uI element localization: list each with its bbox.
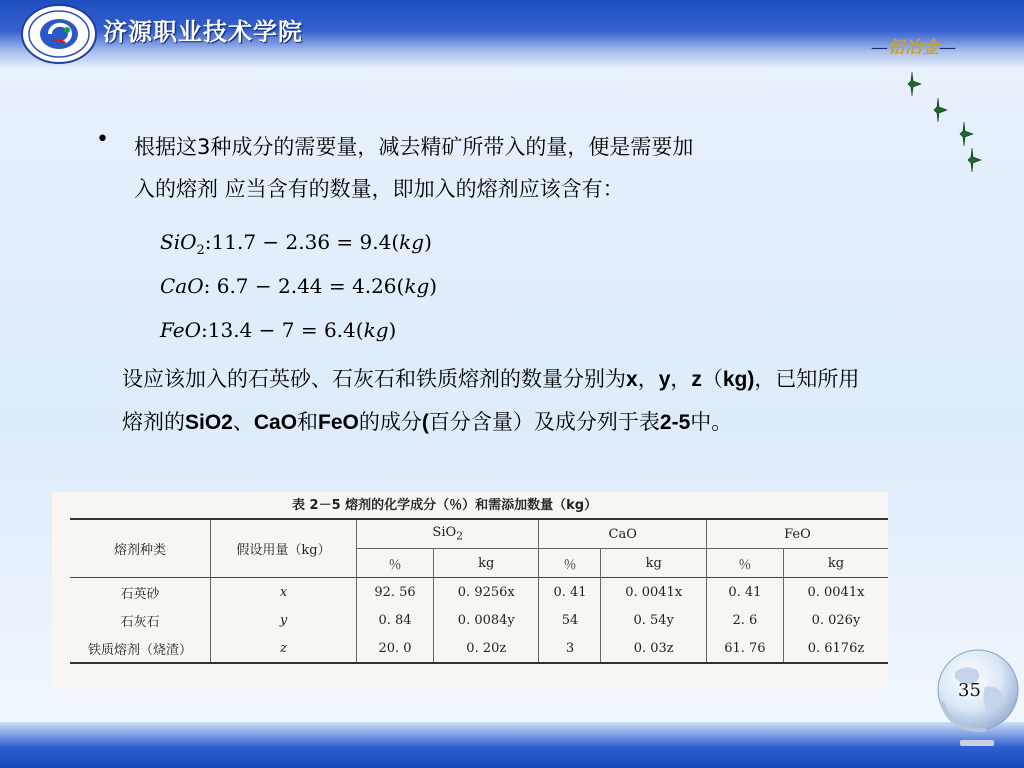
table-row: [70, 578, 888, 607]
header-flux-type: 熔剂种类: [70, 519, 211, 578]
explanation-paragraph: [122, 358, 862, 444]
para-bold: 2-5: [659, 411, 691, 434]
bullet-paragraph: [134, 126, 904, 210]
page-number: 35: [958, 680, 981, 701]
para-bold: kg): [722, 368, 755, 391]
formula-subscript: 2: [196, 243, 205, 258]
formula-close: ): [424, 230, 432, 254]
para-bold: x: [626, 368, 638, 391]
para-bold: FeO: [318, 411, 359, 434]
formula-expression: :13.4 − 7 = 6.4(: [201, 318, 364, 342]
header-assumed-amount: 假设用量（kg）: [211, 519, 357, 578]
para-text: 、: [232, 410, 254, 434]
para-text: （: [701, 367, 723, 391]
formula-block: [160, 222, 437, 354]
cell-feo-kg: 0. 026y: [811, 612, 861, 628]
formula-unit: kg: [404, 274, 430, 298]
formula-compound: CaO: [160, 274, 204, 298]
cell-cao-kg: 0. 03z: [601, 634, 706, 663]
sub-header-kg: kg: [601, 549, 706, 578]
header-cao: CaO: [539, 519, 706, 549]
header-feo: FeO: [706, 519, 888, 549]
para-text: 百分含量）及成分列于表: [428, 410, 660, 434]
cell-sio2-pct: 20. 0: [357, 634, 434, 663]
sparkle-stars-icon: [888, 70, 998, 180]
formula-compound: FeO: [160, 318, 202, 342]
para-text: 设应该加入的石英砂、石灰石和铁质熔剂的数量分别为: [122, 367, 626, 391]
para-text: 和: [297, 410, 319, 434]
cell-flux-name: 石英砂: [70, 578, 211, 607]
para-bold: z: [691, 368, 702, 391]
formula-close: ): [429, 274, 438, 298]
cell-cao-kg: 0. 54y: [601, 606, 706, 634]
cell-variable: x: [211, 578, 357, 607]
subject-dash-left: —: [871, 38, 888, 58]
footer-band: [0, 722, 1024, 768]
cell-feo-pct: 0. 41: [706, 578, 783, 607]
formula-compound: SiO: [160, 230, 197, 254]
sub-header-kg: kg: [827, 555, 845, 571]
sub-header-pct: ％: [539, 549, 601, 578]
cell-sio2-pct: 92. 56: [357, 578, 434, 607]
cell-cao-pct: 0. 41: [539, 578, 601, 607]
para-text: 的成分: [358, 410, 422, 434]
subject-tag: [871, 33, 956, 58]
table-title: 表 2－5 熔剂的化学成分（％）和需添加数量（kg）: [292, 498, 598, 513]
para-bold: (: [421, 411, 429, 434]
header-sio2: [357, 519, 539, 549]
table-row: [70, 606, 888, 634]
school-logo-icon: [20, 4, 98, 64]
formula-close: ): [388, 318, 397, 342]
para-bold: y: [658, 368, 671, 391]
para-text: ，: [637, 367, 659, 391]
cell-variable: z: [211, 634, 357, 663]
header-bar: [0, 0, 1024, 68]
sub-header-kg: kg: [434, 549, 539, 578]
para-text: ，: [670, 367, 692, 391]
cell-feo-kg: 0. 0041x: [807, 584, 865, 600]
para-text: 中。: [690, 410, 733, 434]
sub-header-pct: ％: [706, 549, 783, 578]
cell-flux-name: 石灰石: [70, 606, 211, 634]
cell-sio2-kg: 0. 0084y: [434, 606, 539, 634]
table-row: [70, 634, 888, 663]
cell-variable: y: [211, 606, 357, 634]
header-sio2-text: SiO: [432, 525, 457, 541]
cell-cao-kg: 0. 0041x: [601, 578, 706, 607]
flux-composition-table-image: [52, 492, 888, 690]
sub-header-pct: ％: [357, 549, 434, 578]
cell-cao-pct: 54: [539, 606, 601, 634]
formula-expression: : 6.7 − 2.44 = 4.26(: [203, 274, 405, 298]
para-bold: CaO: [253, 411, 298, 434]
formula-unit: kg: [363, 318, 389, 342]
cell-feo-kg: 0. 6176z: [783, 634, 888, 663]
school-name: 济源职业技术学院: [103, 17, 303, 46]
bullet-line-2: 入的熔剂 应当含有的数量，即加入的熔剂应该含有：: [134, 177, 624, 201]
bullet-marker: •: [96, 127, 109, 152]
para-text: ，已知所用熔剂的: [122, 367, 860, 434]
formula-sio2: [160, 222, 437, 266]
formula-feo: [160, 310, 437, 354]
cell-cao-pct: 3: [539, 634, 601, 663]
subject-name: 铅冶金: [888, 38, 939, 58]
cell-sio2-kg: 0. 9256x: [434, 578, 539, 607]
cell-flux-name: 铁质熔剂（烧渣）: [70, 634, 211, 663]
cell-sio2-kg: 0. 20z: [434, 634, 539, 663]
flux-composition-table: [70, 518, 888, 664]
cell-feo-pct: 2. 6: [706, 606, 783, 634]
subject-dash-right: —: [939, 38, 956, 58]
cell-sio2-pct: 0. 84: [357, 606, 434, 634]
cell-feo-pct: 61. 76: [706, 634, 783, 663]
formula-cao: [160, 266, 437, 310]
para-bold: SiO2: [185, 411, 233, 434]
formula-expression: :11.7 − 2.36 = 9.4(: [204, 230, 400, 254]
header-sio2-sub: 2: [456, 529, 464, 543]
formula-unit: kg: [399, 230, 425, 254]
bullet-line-1: 根据这3种成分的需要量，减去精矿所带入的量，便是需要加: [134, 135, 694, 159]
